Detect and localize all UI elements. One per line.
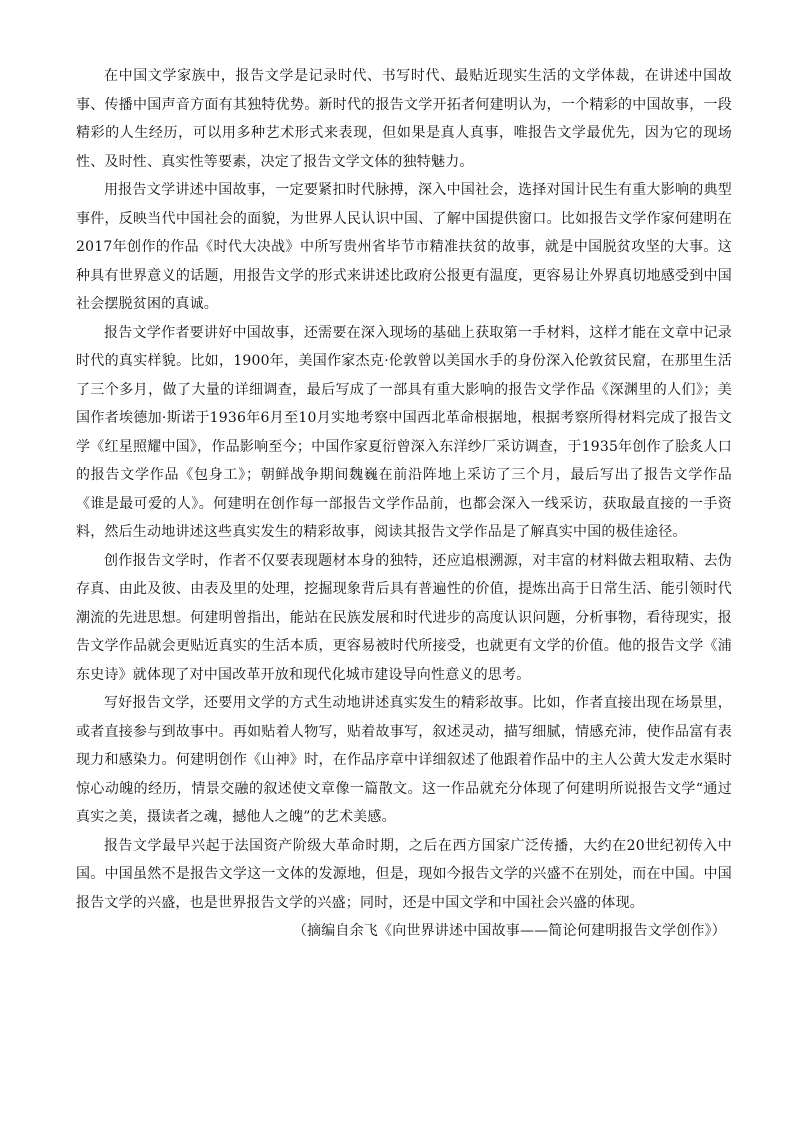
- paragraph-4: 创作报告文学时，作者不仅要表现题材本身的独特，还应追根溯源，对丰富的材料做去粗取精、去伪存真、由此及彼、由表及里的处理，挖掘现象背后具有普遍性的价值，提炼出高于日常生活、能引领时代潮流的先进思想。何建明曾指出，能站在民族发展和时代进步的高度认识问题，分析事物，看待现实，报告文学作品就会更贴近真实的生活本质，更容易被时代所接受，也就更有文学的价值。他的报告文学《浦东史诗》就体现了对中国改革开放和现代化城市建设导向性意义的思考。: [76, 552, 732, 683]
- document-page: [76, 62, 732, 946]
- paragraph-1: 在中国文学家族中，报告文学是记录时代、书写时代、最贴近现实生活的文学体裁，在讲述中国故事、传播中国声音方面有其独特优势。新时代的报告文学开拓者何建明认为，一个精彩的中国故事，一段精彩的人生经历，可以用多种艺术形式来表现，但如果是真人真事，唯报告文学最优先，因为它的现场性、及时性、真实性等要素，决定了报告文学文体的独特魅力。: [76, 68, 732, 170]
- paragraph-2: 用报告文学讲述中国故事，一定要紧扣时代脉搏，深入中国社会，选择对国计民生有重大影响的典型事件，反映当代中国社会的面貌，为世界人民认识中国、了解中国提供窗口。比如报告文学作家何建明在2017年创作的作品《时代大决战》中所写贵州省毕节市精准扶贫的故事，就是中国脱贫攻坚的大事。这种具有世界意义的话题，用报告文学的形式来讲述比政府公报更有温度，更容易让外界真切地感受到中国社会摆脱贫困的真诚。: [76, 182, 732, 312]
- paragraph-6: 报告文学最早兴起于法国资产阶级大革命时期，之后在西方国家广泛传播，大约在20世纪初传入中国。中国虽然不是报告文学这一文体的发源地，但是，现如今报告文学的兴盛不在别处，而在中国。中国报告文学的兴盛，也是世界报告文学的兴盛；同时，还是中国文学和中国社会兴盛的体现。: [76, 837, 732, 911]
- paragraph-3: 报告文学作者要讲好中国故事，还需要在深入现场的基础上获取第一手材料，这样才能在文章中记录时代的真实样貌。比如，1900年，美国作家杰克·伦敦曾以美国水手的身份深入伦敦贫民窟，在那里生活了三个多月，做了大量的详细调查，最后写成了一部具有重大影响的报告文学作品《深渊里的人们》；美国作者埃德加·斯诺于1936年6月至10月实地考察中国西北革命根据地，根据考察所得材料完成了报告文学《红星照耀中国》，作品影响至今；中国作家夏衍曾深入东洋纱厂采访调查，于1935年创作了脍炙人口的报告文学作品《包身工》；朝鲜战争期间魏巍在前沿阵地上采访了三个月，最后写出了报告文学作品《谁是最可爱的人》。何建明在创作每一部报告文学作品前，也都会深入一线采访，获取最直接的一手资料，然后生动地讲述这些真实发生的精彩故事，阅读其报告文学作品是了解真实中国的极佳途径。: [76, 324, 732, 540]
- source-citation: （摘编自余飞《向世界讲述中国故事——简论何建明报告文学创作》）: [292, 923, 726, 939]
- paragraph-5: 写好报告文学，还要用文学的方式生动地讲述真实发生的精彩故事。比如，作者直接出现在场景里，或者直接参与到故事中。再如贴着人物写，贴着故事写，叙述灵动，描写细腻，情感充沛，使作品富有表现力和感染力。何建明创作《山神》时，在作品序章中详细叙述了他跟着作品中的主人公黄大发走水渠时惊心动魄的经历，情景交融的叙述使文章像一篇散文。这一作品就充分体现了何建明所说报告文学“通过真实之美，摄读者之魂，撼他人之魄”的艺术美感。: [76, 695, 732, 825]
